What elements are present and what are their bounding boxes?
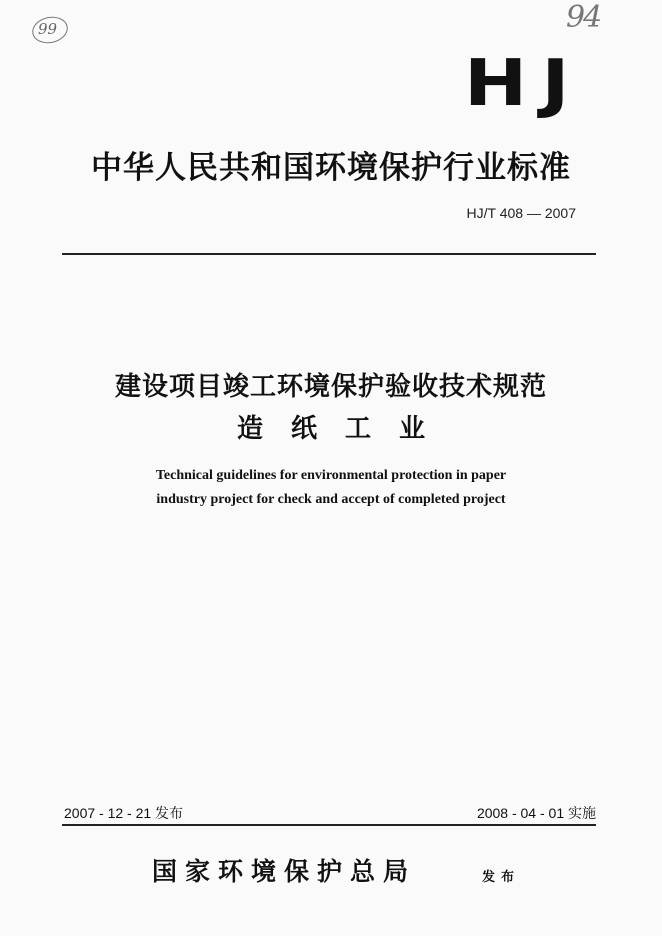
publish-label: 发布 [482, 870, 521, 885]
publisher-name: 国家环境保护总局 [152, 857, 417, 886]
handwritten-number-left: 99 [38, 20, 58, 38]
handwritten-mark-right: 94 [566, 0, 601, 35]
hj-logo: HJ [464, 47, 584, 121]
issue-date: 2007 - 12 - 21 发布 [64, 805, 184, 821]
top-divider [62, 253, 596, 255]
document-main-title: 建设项目竣工环境保护验收技术规范 [114, 372, 547, 402]
standard-code: HJ/T 408 — 2007 [466, 205, 576, 221]
english-title [0, 464, 662, 512]
english-title-line-1: Technical guidelines for environmental protection in paper [155, 468, 507, 483]
bottom-divider [62, 824, 596, 826]
handwritten-circle [30, 14, 71, 47]
standard-category-title: 中华人民共和国环境保护行业标准 [91, 150, 571, 186]
implementation-date: 2008 - 04 - 01 实施 [476, 805, 596, 821]
document-sub-title: 造纸工业 [236, 414, 453, 444]
english-title-line-2: industry project for check and accept of completed project [156, 492, 506, 507]
handwritten-mark-left [38, 20, 57, 38]
